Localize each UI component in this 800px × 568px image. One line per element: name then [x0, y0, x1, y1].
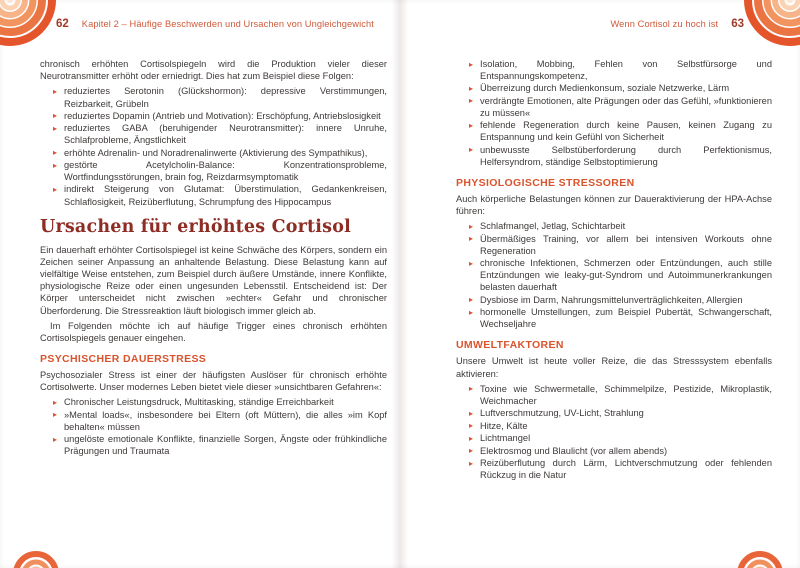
list-item	[53, 110, 387, 123]
bullet-icon: ▸	[469, 421, 474, 431]
list-item-text: Chronischer Leistungsdruck, Multitasking, ständige Erreichbarkeit	[64, 397, 334, 408]
list-item	[469, 432, 772, 445]
bullet-icon: ▸	[469, 59, 474, 69]
list-item-text: gestörte Acetylcholin-Balance: Konzentrationsprobleme, Wortfindungsstörungen, brain fog, Reizdarmsymptomatik	[64, 160, 387, 183]
bullet-icon: ▸	[469, 258, 474, 268]
list-item-text: Elektrosmog und Blaulicht (vor allem abends)	[480, 445, 668, 456]
list-item-text: Isolation, Mobbing, Fehlen von Selbstfürsorge und Entspannungskompetenz,	[480, 59, 772, 82]
bullet-icon: ▸	[53, 148, 58, 158]
bullet-icon: ▸	[53, 111, 58, 121]
list-item-text: reduziertes Serotonin (Glückshormon): depressive Verstimmungen, Reizbarkeit, Grübeln	[64, 86, 387, 109]
bullet-icon: ▸	[53, 160, 58, 170]
bullet-icon: ▸	[469, 221, 474, 231]
list-item-text: erhöhte Adrenalin- und Noradrenalinwerte (Aktivierung des Sympathikus),	[64, 147, 368, 158]
list-item	[469, 306, 772, 330]
bullet-icon: ▸	[469, 408, 474, 418]
list-item	[469, 220, 772, 233]
list-item-text: unbewusste Selbstüberforderung durch Perfektionismus, Helfersyndrom, ständige Selbstoptimierung	[480, 144, 772, 167]
list-item-text: Luftverschmutzung, UV-Licht, Strahlung	[480, 408, 644, 419]
list-item	[469, 457, 772, 481]
list-item-text: Lichtmangel	[480, 433, 531, 444]
bullet-icon: ▸	[53, 397, 58, 407]
list-item	[469, 445, 772, 458]
page-number-right: 63	[731, 18, 744, 30]
right-page-content	[456, 58, 772, 488]
bullet-icon: ▸	[469, 234, 474, 244]
section-heading: Ursachen für erhöhtes Cortisol	[40, 216, 351, 237]
list-item-text: Dysbiose im Darm, Nahrungsmittelunverträglichkeiten, Allergien	[480, 294, 743, 305]
bullet-icon: ▸	[469, 83, 474, 93]
bullet-icon: ▸	[469, 384, 474, 394]
subsection-heading: PSYCHISCHER DAUERSTRESS	[40, 353, 207, 366]
list-item	[469, 144, 772, 168]
list-item	[469, 233, 772, 257]
bullet-icon: ▸	[53, 434, 58, 444]
list-item	[469, 119, 772, 143]
list-item	[469, 257, 772, 294]
list-item	[469, 95, 772, 119]
bullet-icon: ▸	[469, 433, 474, 443]
physiological-stressors-list	[469, 220, 772, 330]
subsection-heading: UMWELTFAKTOREN	[456, 339, 564, 352]
list-item	[469, 82, 772, 95]
list-item	[469, 58, 772, 82]
bullet-icon: ▸	[53, 184, 58, 194]
list-item-text: Überreizung durch Medienkonsum, soziale Netzwerke, Lärm	[480, 83, 730, 94]
bullet-icon: ▸	[469, 145, 474, 155]
list-item-text: Toxine wie Schwermetalle, Schimmelpilze, Pestizide, Mikroplastik, Weichmacher	[480, 383, 772, 406]
list-item	[469, 407, 772, 420]
list-item	[53, 433, 387, 457]
list-item-text: Reizüberflutung durch Lärm, Lichtverschmutzung oder fehlenden Rückzug in die Natur	[480, 458, 772, 481]
list-item	[53, 183, 387, 207]
bullet-icon: ▸	[469, 458, 474, 468]
section-running-title: Wenn Cortisol zu hoch ist	[610, 19, 719, 29]
body-paragraph: Im Folgenden möchte ich auf häufige Trigger eines chronisch erhöhten Cortisolspiegels genauer eingehen.	[40, 320, 387, 343]
list-item	[53, 122, 387, 146]
list-item-text: chronische Infektionen, Schmerzen oder Entzündungen, auch stille Entzündungen wie leaky-gut-Syndrom und Autoimmunerkrankungen belasten dauerhaft	[480, 258, 772, 293]
page-number-left: 62	[56, 18, 69, 30]
list-item	[469, 294, 772, 307]
list-item-text: hormonelle Umstellungen, zum Beispiel Pubertät, Schwangerschaft, Wechseljahre	[480, 307, 772, 330]
list-item	[53, 159, 387, 183]
list-item	[469, 420, 772, 433]
list-item	[53, 396, 387, 409]
environmental-factors-list	[469, 383, 772, 482]
psych-stress-list	[53, 396, 387, 457]
subsection-heading: PHYSIOLOGISCHE STRESSOREN	[456, 176, 635, 189]
body-paragraph: Auch körperliche Belastungen können zur Daueraktivierung der HPA-Achse führen:	[456, 193, 772, 217]
list-item	[53, 147, 387, 160]
list-item-text: reduziertes Dopamin (Antrieb und Motivation): Erschöpfung, Antriebslosigkeit	[64, 110, 381, 121]
body-paragraph: Unsere Umwelt ist heute voller Reize, die das Stresssystem ebenfalls aktivieren:	[456, 356, 772, 379]
list-item	[469, 383, 772, 407]
bullet-icon: ▸	[53, 123, 58, 133]
running-head-left	[0, 18, 400, 30]
psych-stress-list-continued	[469, 58, 772, 168]
list-item-text: Hitze, Kälte	[480, 420, 528, 431]
bullet-icon: ▸	[469, 120, 474, 130]
neurotransmitter-list	[53, 85, 387, 207]
chapter-running-title: Kapitel 2 – Häufige Beschwerden und Ursachen von Ungleichgewicht	[81, 19, 374, 29]
body-paragraph: Psychosozialer Stress ist einer der häufigsten Auslöser für chronisch erhöhte Cortisolwerte. Unser modernes Leben bietet viele dieser »unsichtbaren Gefahren«:	[40, 370, 387, 393]
intro-paragraph: chronisch erhöhten Cortisolspiegeln wird die Produktion vieler dieser Neurotransmitter erhöht oder erniedrigt. Dies hat zum Beispiel diese Folgen:	[40, 59, 387, 82]
list-item	[53, 409, 387, 433]
bullet-icon: ▸	[469, 96, 474, 106]
list-item-text: Übermäßiges Training, vor allem bei intensiven Workouts ohne Regeneration	[480, 233, 772, 256]
bullet-icon: ▸	[53, 86, 58, 96]
list-item-text: verdrängte Emotionen, alte Prägungen oder das Gefühl, »funktionieren zu müssen«	[480, 95, 773, 119]
body-paragraph: Ein dauerhaft erhöhter Cortisolspiegel ist keine Schwäche des Körpers, sondern ein Zeichen seiner Anpassung an anhaltende Belastung. Diese Belastung kann auf vielfältige Weise entstehen, zum Beispiel durch äußere Umstände, innere Konflikte, physiologische Reize oder einen ungesunden Lebensstil. Entscheidend ist: Der Körper unterscheidet nicht zwischen »echter« Gefahr und chronischer Überforderung. Die Stressreaktion läuft biologisch immer gleich ab.	[40, 244, 387, 316]
list-item-text: ungelöste emotionale Konflikte, finanzielle Sorgen, Ängste oder frühkindliche Prägungen und Traumata	[64, 434, 387, 457]
bullet-icon: ▸	[53, 410, 58, 420]
list-item	[53, 85, 387, 109]
running-head-right	[400, 18, 800, 30]
bullet-icon: ▸	[469, 295, 474, 305]
bullet-icon: ▸	[469, 307, 474, 317]
list-item-text: reduziertes GABA (beruhigender Neurotransmitter): innere Unruhe, Schlafprobleme, Ängstlichkeit	[64, 123, 387, 146]
list-item-text: fehlende Regeneration durch keine Pausen, keinen Zugang zu Entspannung und kein Gefühl von Sicherheit	[480, 120, 772, 143]
list-item-text: Schlafmangel, Jetlag, Schichtarbeit	[480, 221, 626, 232]
bullet-icon: ▸	[469, 446, 474, 456]
list-item-text: indirekt Steigerung von Glutamat: Überstimulation, Gedankenkreisen, Schlaflosigkeit, Reizüberflutung, Schrumpfung des Hippocampus	[64, 184, 387, 207]
page-right	[400, 0, 800, 568]
left-page-content	[40, 58, 387, 465]
list-item-text: »Mental loads«, insbesondere bei Eltern (oft Müttern), die alles »im Kopf behalten« müssen	[64, 409, 387, 433]
